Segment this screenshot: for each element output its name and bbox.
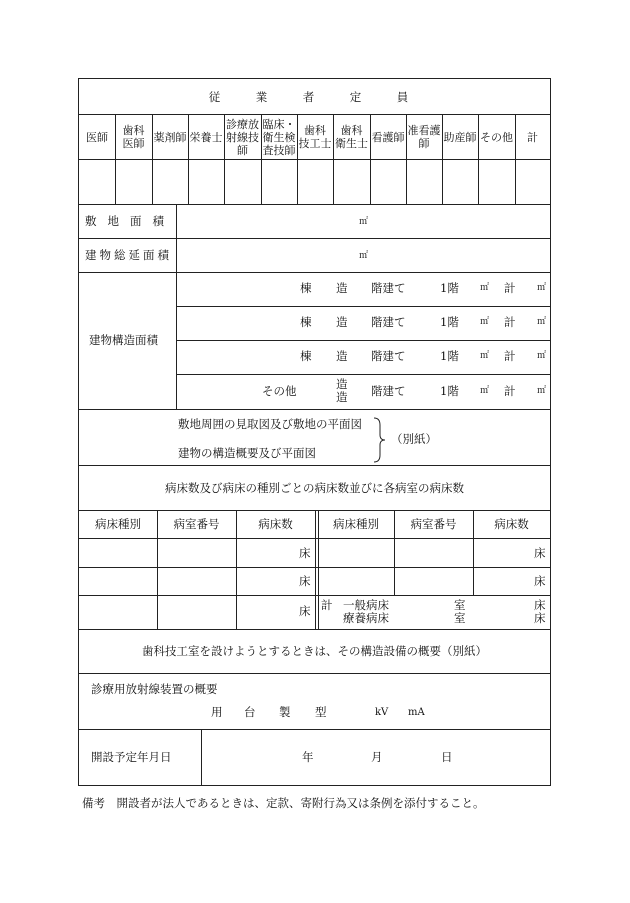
structure-zou: 造 造 (336, 377, 348, 404)
divider (176, 340, 550, 341)
staff-header-cell: 薬剤師 (153, 130, 187, 144)
col-line (515, 114, 516, 204)
structure-m2b: ㎡ (537, 351, 547, 361)
staffing-title: 従 業 者 定 員 (208, 90, 421, 104)
structure-kei: 計 (504, 315, 516, 329)
col-line (473, 510, 474, 595)
opening-day: 日 (441, 750, 453, 764)
structure-floor: 1階 (440, 315, 459, 329)
divider (79, 629, 550, 630)
col-line (442, 114, 443, 204)
col-line (152, 114, 153, 204)
structure-m2a: ㎡ (480, 351, 490, 361)
room-unit: 室 (454, 598, 466, 612)
col-line (115, 114, 116, 204)
drawings-line2: 建物の構造概要及び平面図 (178, 446, 316, 460)
xray-you: 用 (211, 705, 223, 719)
floor-total-label: 建物総延面積 (85, 248, 172, 262)
col-line (297, 114, 298, 204)
staff-header-cell: 臨床・ 衛生検 査技師 (262, 117, 296, 157)
col-line (406, 114, 407, 204)
room-unit: 室 (454, 611, 466, 625)
structure-floor: 1階 (440, 281, 459, 295)
dental-lab-text: 歯科技工室を設けようとするときは、その構造設備の概要（別紙） (142, 644, 487, 658)
divider (79, 409, 550, 410)
structure-kei: 計 (504, 349, 516, 363)
bed-unit: 床 (534, 611, 546, 625)
structure-m2a: ㎡ (480, 283, 490, 293)
structure-m2a: ㎡ (480, 386, 490, 396)
bed-unit: 床 (534, 546, 546, 560)
application-form-table (78, 78, 551, 786)
col-line (261, 114, 262, 204)
col-line (333, 114, 334, 204)
staff-header-cell: その他 (480, 130, 513, 144)
bed-unit: 床 (534, 574, 546, 588)
col-line (315, 510, 316, 629)
bed-header-cell: 病室番号 (410, 517, 457, 531)
divider (79, 465, 550, 466)
bed-header-cell: 病床数 (494, 517, 529, 531)
col-line (224, 114, 225, 204)
opening-date-label: 開設予定年月日 (91, 750, 172, 764)
divider (79, 204, 550, 205)
divider (176, 306, 550, 307)
site-area-label: 敷地面積 (85, 214, 175, 228)
col-line (370, 114, 371, 204)
structure-kei: 計 (504, 384, 516, 398)
staff-header-cell: 歯科 医師 (122, 124, 145, 150)
divider (79, 159, 550, 160)
col-line (394, 510, 395, 595)
col-line (478, 114, 479, 204)
opening-year: 年 (302, 750, 314, 764)
structure-zou: 造 (336, 349, 348, 363)
staff-header-cell: 助産師 (443, 130, 477, 144)
structure-kai: 階建て (371, 349, 406, 363)
structure-mune: 棟 (300, 349, 312, 363)
staff-header-cell: 歯科 技工士 (298, 124, 332, 150)
structure-kai: 階建て (371, 281, 406, 295)
col-line (236, 510, 237, 629)
total-label: 計 (321, 598, 333, 612)
care-bed-label: 療養病床 (343, 611, 389, 625)
structure-m2b: ㎡ (537, 317, 547, 327)
structure-zou: 造 (336, 281, 348, 295)
floor-total-unit: ㎡ (359, 251, 369, 261)
staff-header-cell: 医師 (86, 130, 108, 144)
staff-header-cell: 診療放 射線技 師 (226, 117, 259, 157)
structure-zou: 造 (336, 315, 348, 329)
general-bed-label: 一般病床 (343, 598, 389, 612)
bed-unit: 床 (299, 546, 311, 560)
xray-kata: 型 (315, 705, 327, 719)
bed-header-cell: 病室番号 (173, 517, 220, 531)
staff-header-cell: 歯科 衛生士 (335, 124, 368, 150)
bed-header-cell: 病床数 (258, 517, 293, 531)
structure-mune: 棟 (300, 315, 312, 329)
structure-prefix: その他 (262, 384, 297, 398)
col-line (157, 510, 158, 629)
structure-m2a: ㎡ (480, 317, 490, 327)
structure-kai: 階建て (371, 384, 406, 398)
drawings-line1: 敷地周囲の見取図及び敷地の平面図 (178, 417, 362, 431)
col-line (188, 114, 189, 204)
opening-month: 月 (371, 750, 383, 764)
structure-floor: 1階 (440, 349, 459, 363)
divider (79, 673, 550, 674)
structure-floor: 1階 (440, 384, 459, 398)
structure-kei: 計 (504, 281, 516, 295)
divider (79, 729, 550, 730)
structure-kai: 階建て (371, 315, 406, 329)
bed-unit: 床 (534, 598, 546, 612)
bed-unit: 床 (299, 604, 311, 618)
structure-m2b: ㎡ (537, 386, 547, 396)
staff-header-cell: 栄養士 (189, 130, 223, 144)
xray-title: 診療用放射線装置の概要 (91, 682, 218, 696)
site-area-unit: ㎡ (359, 217, 369, 227)
beds-title: 病床数及び病床の種別ごとの病床数並びに各病室の病床数 (165, 481, 464, 495)
drawings-note: （別紙） (391, 432, 437, 446)
divider (79, 238, 550, 239)
bed-header-cell: 病床種別 (333, 517, 379, 531)
bed-unit: 床 (299, 574, 311, 588)
xray-ma: mA (408, 707, 425, 718)
divider (79, 272, 550, 273)
structure-m2b: ㎡ (537, 283, 547, 293)
staff-header-cell: 計 (527, 130, 538, 144)
staff-header-cell: 看護師 (371, 130, 405, 144)
xray-kv: kV (375, 707, 389, 718)
divider (176, 374, 550, 375)
structure-mune: 棟 (300, 281, 312, 295)
bed-header-cell: 病床種別 (95, 517, 141, 531)
col-line (318, 510, 319, 629)
col-line (201, 729, 202, 785)
remark: 備考 開設者が法人であるときは、定款、寄附行為又は条例を添付すること。 (82, 796, 485, 810)
brace-icon (372, 417, 386, 463)
xray-sei: 製 (279, 705, 291, 719)
xray-dai: 台 (244, 705, 256, 719)
staff-header-cell: 准看護 師 (407, 124, 441, 150)
structure-label: 建物構造面積 (89, 333, 158, 347)
